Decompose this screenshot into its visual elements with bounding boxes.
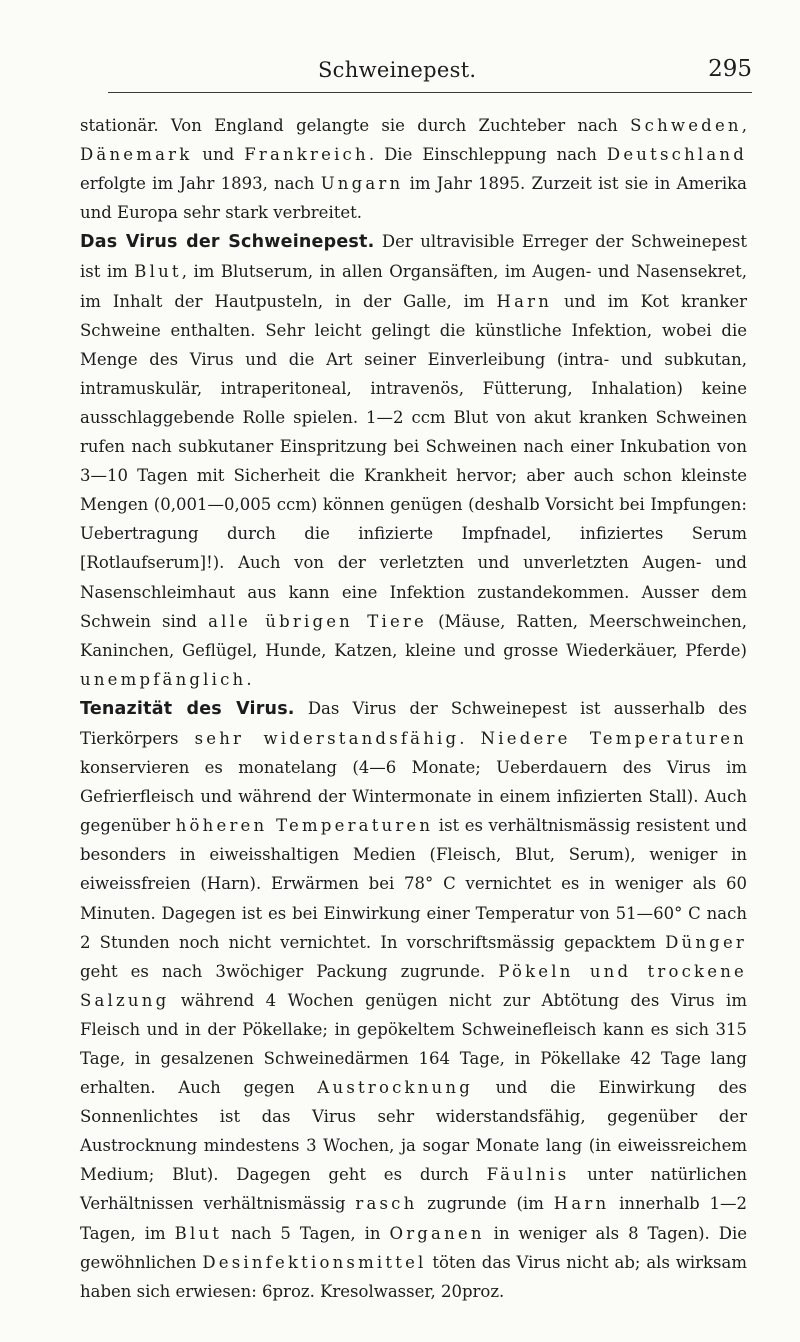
spaced-term: unempfänglich [80,669,247,689]
text: erfolgte im Jahr 1893, nach [80,174,321,194]
spaced-term: rasch [355,1194,418,1214]
spaced-term: höheren Temperaturen [175,816,434,836]
text: Das Virus der Schweinepest ist ausserhalb des Tierkörpers [80,698,748,748]
text: Der ultravisible Erreger der Schweinepest ist im [80,232,747,282]
text: und die Einwirkung des Sonnenlichtes ist das Virus sehr widerstandsfähig, gegenüber der Austrocknung mindestens 3 Wochen, ja sogar Monate lang (in eiweissreichem Medium; Blut). Dagegen geht es durch [80,1078,747,1185]
text: . [246,669,252,689]
spaced-term: Harn [553,1194,610,1214]
text: innerhalb 1—2 Tagen, im [80,1194,747,1243]
spaced-term: Fäulnis [486,1165,570,1185]
running-head: Schweinepest. [318,58,477,82]
paragraph-virus [80,227,747,694]
text: in weniger als 8 Tagen). Die gewöhnlichen [80,1223,747,1272]
text: während 4 Wochen genügen nicht zur Abtötung des Virus im Fleisch und in der Pökellake; in gepökeltem Schweinefleisch kann es sich 315 Tage, in gesalzenen Schweinedärmen 164 Tage, in Pökellake 42 Tage lang erhalten. Auch gegen [80,990,747,1098]
text: konservieren es monatelang (4—6 Monate; Ueberdauern des Virus im Gefrierfleisch und während der Wintermonate in einem infizierten Stall). Auch gegenüber [80,758,747,836]
spaced-term: Harn [496,291,553,311]
spaced-term: sehr widerstandsfähig [194,728,460,748]
spaced-term: Blut [174,1223,223,1243]
text: und im Kot kranker Schweine enthalten. Sehr leicht gelingt die künstliche Infektion, wobei die Menge des Virus und die Art seiner Einverleibung (intra- und subkutan, intramuskulär, intraperitoneal, intravenös, Fütterung, Inhalation) keine ausschlaggebende Rolle spielen. 1—2 ccm Blut von akut kranken Schweinen rufen nach subkutaner Einspritzung bei Schweinen nach einer Inkubation von 3—10 Tagen mit Sicherheit die Krankheit hervor; aber auch schon kleinste Mengen (0,001—0,005 ccm) können genügen (deshalb Vorsicht bei Impfungen: Uebertragung durch die infizierte Impfnadel, infiziertes Serum [Rotlaufserum]!). Auch von der verletzten und unverletzten Augen- und Nasenschleimhaut aus kann eine Infektion zustandekommen. Ausser dem Schwein sind [80,291,747,631]
body-text [80,111,747,1306]
text: , im Blutserum, in allen Organsäften, im Augen- und Nasensekret, im Inhalt der Hautpusteln, in der Galle, im [80,262,747,311]
spaced-term: Pökeln und trockene Salzung [80,961,747,1010]
text: töten das Virus nicht ab; als wirksam haben sich erwiesen: 6proz. Kresolwasser, 20proz. [80,1252,747,1301]
section-heading-tenacity: Tenazität des Virus. [80,698,295,719]
spaced-term: Organen [389,1223,485,1243]
text: unter natürlichen Verhältnissen verhältnismässig [80,1165,747,1214]
spaced-term: Dünger [665,932,747,952]
spaced-term: Schweden [630,116,742,135]
paragraph-spread-history [80,111,747,227]
section-heading-virus: Das Virus der Schweinepest. [80,232,375,253]
text: (Mäuse, Ratten, Meerschweinchen, Kaninchen, Geflügel, Hunde, Katzen, kleine und grosse Wiederkäuer, Pferde) [80,611,747,660]
spaced-term: Ungarn [320,174,404,194]
text: . [459,728,481,748]
spaced-term: Austrocknung [317,1078,473,1098]
text: zugrunde (im [417,1194,554,1214]
text: und [192,145,245,165]
text: , [741,116,747,135]
text: geht es nach 3wöchiger Packung zugrunde. [80,961,499,981]
spaced-term: Deutschland [606,145,747,165]
text: nach 5 Tagen, in [222,1223,390,1243]
text: im Jahr 1895. Zurzeit ist sie in Amerika und Europa sehr stark verbreitet. [80,174,748,223]
page-header [108,58,752,93]
text: . Die Einschleppung nach [368,145,607,165]
spaced-term: Niedere Temperaturen [480,728,747,748]
text: ist es verhältnismässig resistent und besonders in eiweisshaltigen Medien (Fleisch, Blut, Serum), weniger in eiweissfreien (Harn). Erwärmen bei 78° C vernichtet es in weniger als 60 Minuten. Dagegen ist es bei Einwirkung einer Temperatur von 51—60° C nach 2 Stunden noch nicht vernichtet. In vorschriftsmässig gepacktem [80,816,748,952]
spaced-term: alle übrigen Tiere [208,611,427,631]
page-number: 295 [708,56,752,82]
spaced-term: Frankreich [244,145,369,165]
paragraph-tenacity [80,694,747,1306]
spaced-term: Blut [134,262,182,282]
text: stationär. Von England gelangte sie durch Zuchteber nach [80,116,631,135]
spaced-term: Desinfektionsmittel [202,1252,427,1272]
spaced-term: Dänemark [80,145,193,165]
